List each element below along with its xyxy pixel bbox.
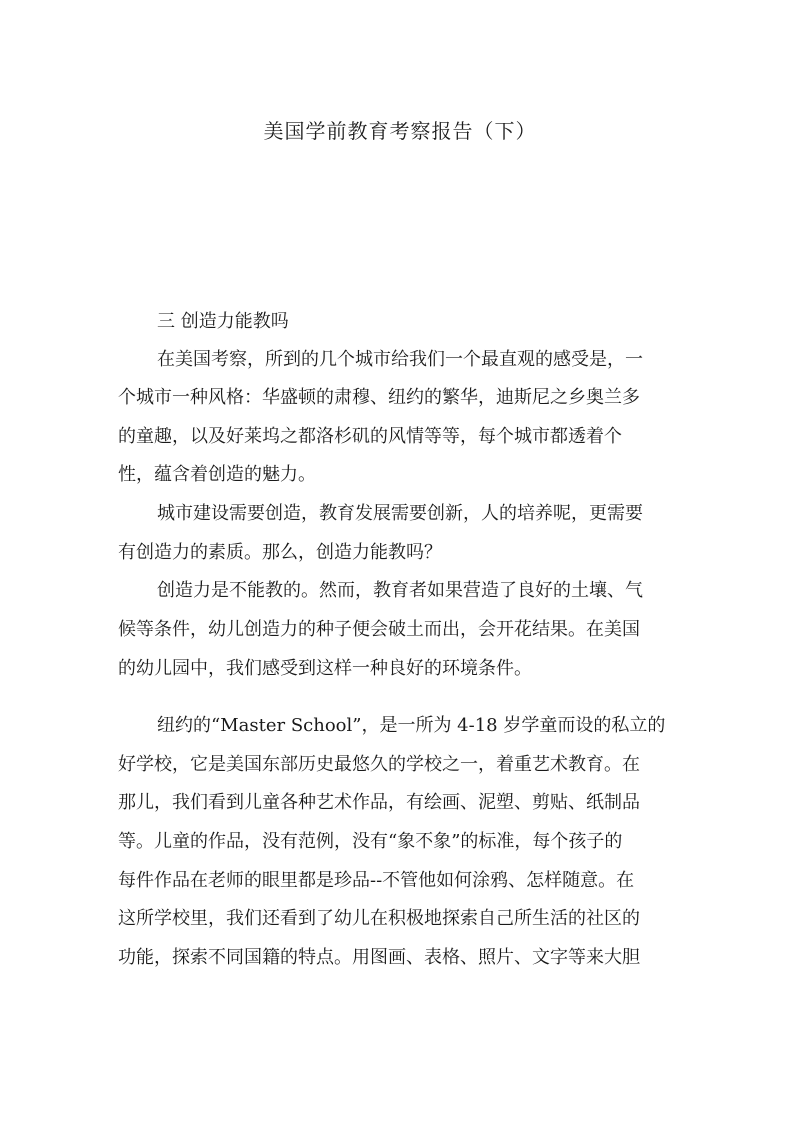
body-line: 等。儿童的作品，没有范例，没有“象不象”的标准，每个孩子的 <box>118 831 623 852</box>
page-title: 美国学前教育考察报告（下） <box>263 119 537 143</box>
body-line: 创造力是不能教的。然而，教育者如果营造了良好的土壤、气 <box>157 580 643 601</box>
body-line: 功能，探索不同国籍的特点。用图画、表格、照片、文字等来大胆 <box>118 947 640 968</box>
body-line: 好学校，它是美国东部历史最悠久的学校之一，着重艺术教育。在 <box>118 754 640 775</box>
body-line: 在美国考察，所到的几个城市给我们一个最直观的感受是，一 <box>157 349 643 370</box>
section-heading: 三 创造力能教吗 <box>157 311 289 332</box>
body-line: 城市建设需要创造，教育发展需要创新，人的培养呢，更需要 <box>157 503 643 524</box>
body-line: 这所学校里，我们还看到了幼儿在积极地探索自己所生活的社区的 <box>118 908 640 929</box>
body-line: 候等条件，幼儿创造力的种子便会破土而出，会开花结果。在美国 <box>118 619 640 640</box>
body-line: 有创造力的素质。那么，创造力能教吗？ <box>118 542 442 563</box>
body-line: 每件作品在老师的眼里都是珍品--不管他如何涂鸦、怎样随意。在 <box>118 870 635 891</box>
body-line: 个城市一种风格：华盛顿的肃穆、纽约的繁华，迪斯尼之乡奥兰多 <box>118 387 640 408</box>
body-line: 性，蕴含着创造的魅力。 <box>118 464 316 485</box>
body-line: 纽约的“Master School”，是一所为 4-18 岁学童而设的私立的 <box>157 715 666 736</box>
body-line: 的幼儿园中，我们感受到这样一种良好的环境条件。 <box>118 658 532 679</box>
body-line: 的童趣，以及好莱坞之都洛杉矶的风情等等，每个城市都透着个 <box>118 426 622 447</box>
body-line: 那儿，我们看到儿童各种艺术作品，有绘画、泥塑、剪贴、纸制品 <box>118 792 640 813</box>
